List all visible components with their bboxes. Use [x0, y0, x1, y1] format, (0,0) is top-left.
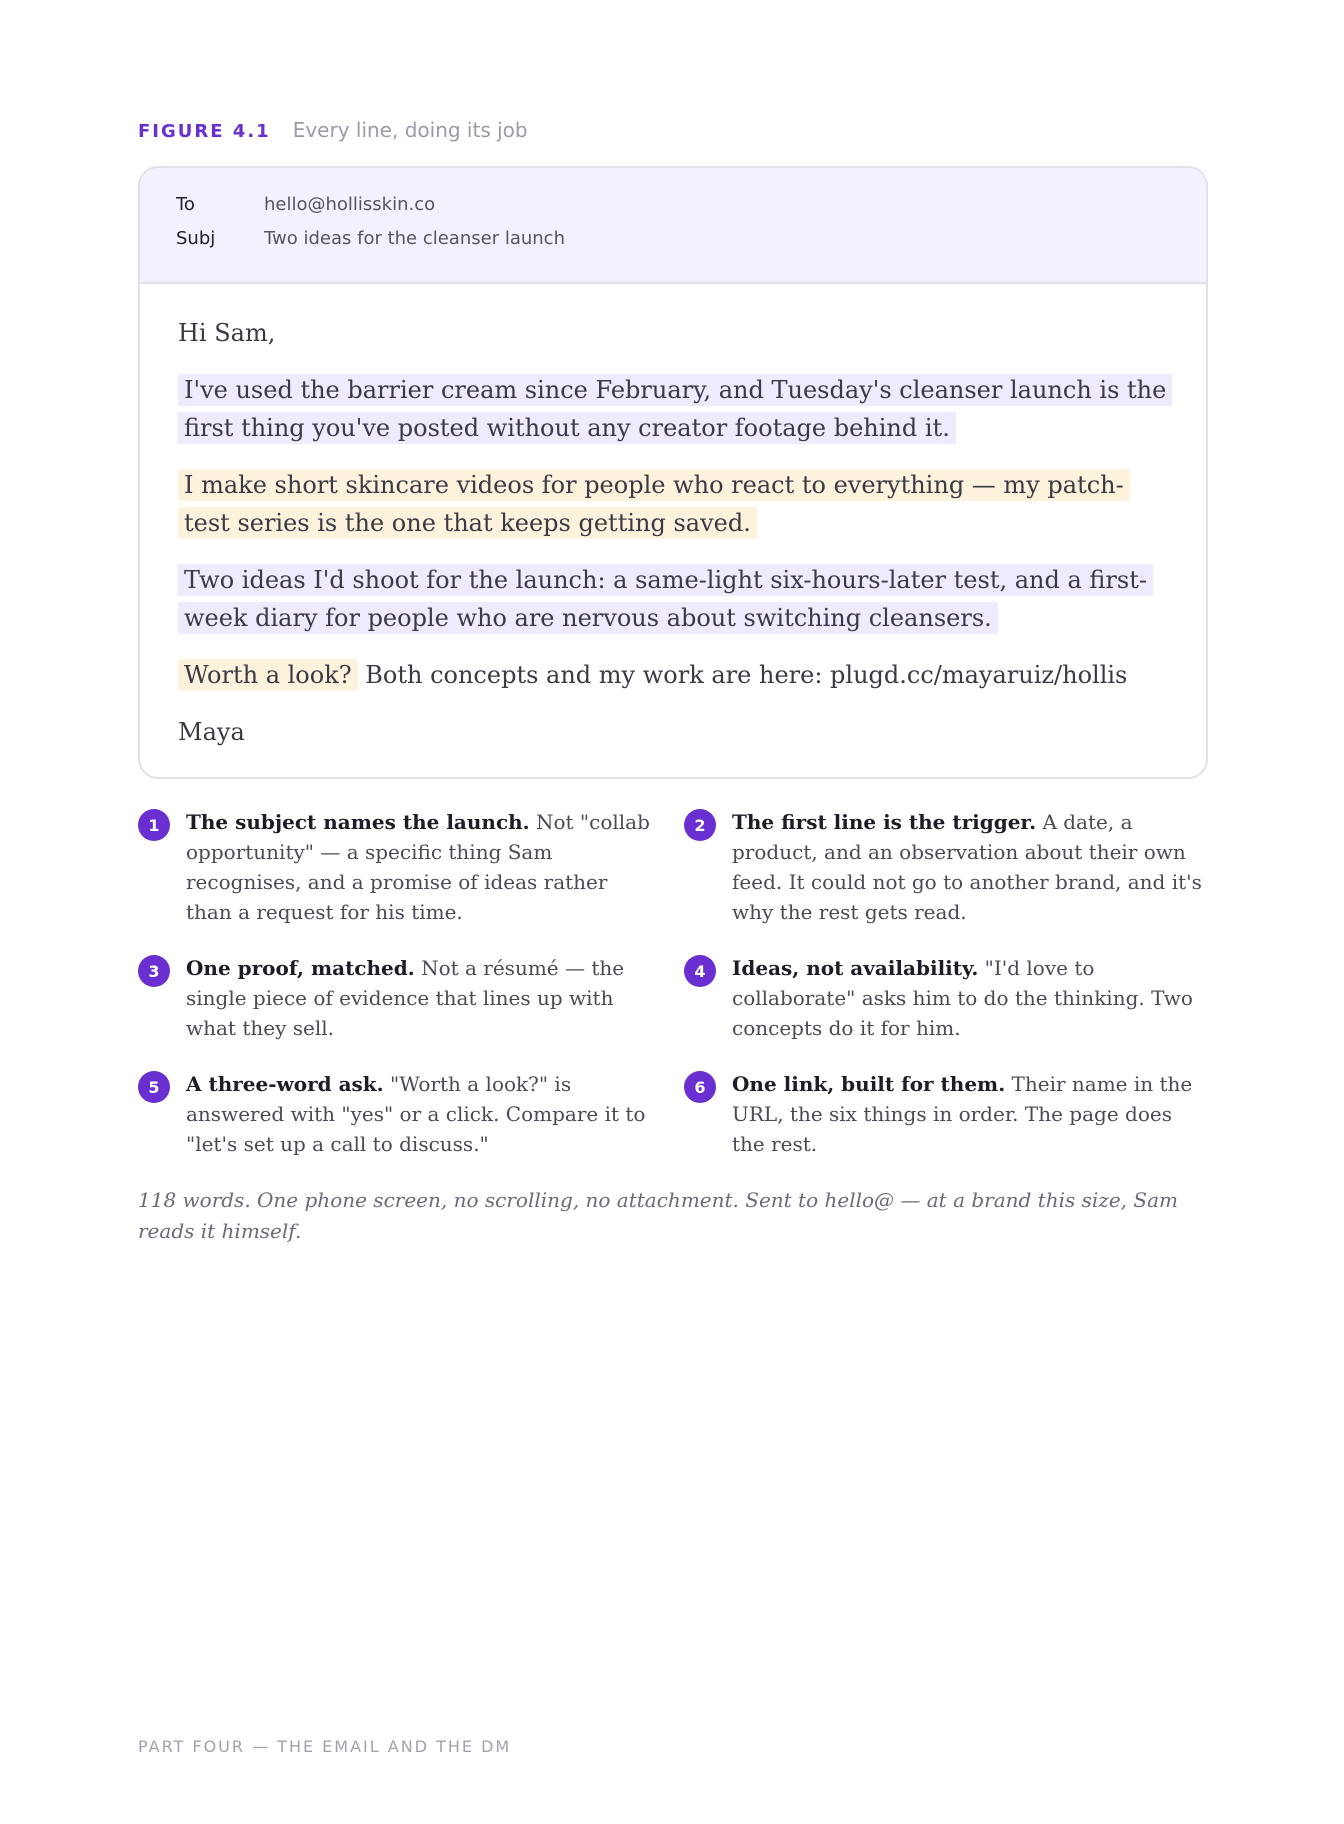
email-body	[140, 284, 1206, 777]
note-body: A date, a product, and an observation about their own feed. It could not go to another brand, and it's why the rest gets read.	[732, 810, 1202, 924]
note-heading: A three-word ask.	[186, 1072, 384, 1096]
note-text	[732, 807, 1202, 927]
figure-number: FIGURE 4.1	[138, 121, 271, 142]
email-mockup	[138, 166, 1208, 779]
highlight-ask: Worth a look?	[178, 659, 358, 691]
note-body: Their name in the URL, the six things in order. The page does the rest.	[732, 1072, 1193, 1156]
email-paragraph-ask	[178, 656, 1168, 694]
note-body: Not a résumé — the single piece of evidence that lines up with what they sell.	[186, 956, 625, 1040]
ask-link-sentence: Both concepts and my work are here: plugd.cc/mayaruiz/hollis	[365, 661, 1128, 689]
figure-caption: 118 words. One phone screen, no scrolling, no attachment. Sent to hello@ — at a brand this size, Sam reads it himself.	[138, 1188, 1178, 1243]
note-text	[732, 953, 1202, 1043]
running-footer: PART FOUR — THE EMAIL AND THE DM	[138, 1737, 512, 1756]
note-heading: The subject names the launch.	[186, 810, 530, 834]
note-item	[138, 807, 684, 927]
note-item	[138, 1069, 684, 1159]
number-badge: 3	[138, 955, 170, 987]
to-label: To	[176, 194, 195, 215]
subject-row	[176, 228, 1170, 262]
highlight-proof: I make short skincare videos for people who react to everything — my patch-test series is the one that keeps getting saved.	[178, 469, 1130, 539]
note-heading: One link, built for them.	[732, 1072, 1006, 1096]
subject-label: Subj	[176, 228, 216, 249]
note-text	[186, 953, 656, 1043]
note-text	[732, 1069, 1202, 1159]
note-item	[684, 807, 1208, 927]
email-paragraph-proof	[178, 466, 1168, 542]
to-address: hello@hollisskin.co	[264, 194, 436, 215]
note-text	[186, 1069, 656, 1159]
email-signature: Maya	[178, 718, 245, 746]
email-paragraph-trigger	[178, 371, 1168, 447]
number-badge: 4	[684, 955, 716, 987]
email-paragraph-ideas	[178, 561, 1168, 637]
note-heading: The first line is the trigger.	[732, 810, 1037, 834]
to-row	[176, 194, 1170, 228]
note-body: "I'd love to collaborate" asks him to do the thinking. Two concepts do it for him.	[732, 956, 1193, 1040]
note-heading: Ideas, not availability.	[732, 956, 979, 980]
number-badge: 1	[138, 809, 170, 841]
note-text	[186, 807, 656, 927]
figure-title: Every line, doing its job	[292, 118, 528, 142]
note-heading: One proof, matched.	[186, 956, 415, 980]
note-body: Not "collab opportunity" — a specific thing Sam recognises, and a promise of ideas rather than a request for his time.	[186, 810, 650, 924]
email-header	[140, 168, 1206, 284]
highlight-ideas: Two ideas I'd shoot for the launch: a same-light six-hours-later test, and a first-week diary for people who are nervous about switching cleansers.	[178, 564, 1153, 634]
number-badge: 6	[684, 1071, 716, 1103]
number-badge: 2	[684, 809, 716, 841]
number-badge: 5	[138, 1071, 170, 1103]
figure-page	[138, 118, 1208, 1267]
figure-header	[138, 118, 1208, 148]
annotation-notes	[138, 807, 1208, 1159]
highlight-trigger: I've used the barrier cream since February, and Tuesday's cleanser launch is the first thing you've posted without any creator footage behind it.	[178, 374, 1172, 444]
note-item	[684, 953, 1208, 1043]
note-item	[684, 1069, 1208, 1159]
email-greeting: Hi Sam,	[178, 319, 276, 347]
note-item	[138, 953, 684, 1043]
note-body: "Worth a look?" is answered with "yes" or a click. Compare it to "let's set up a call to discuss."	[186, 1072, 646, 1156]
subject-line: Two ideas for the cleanser launch	[264, 228, 565, 249]
